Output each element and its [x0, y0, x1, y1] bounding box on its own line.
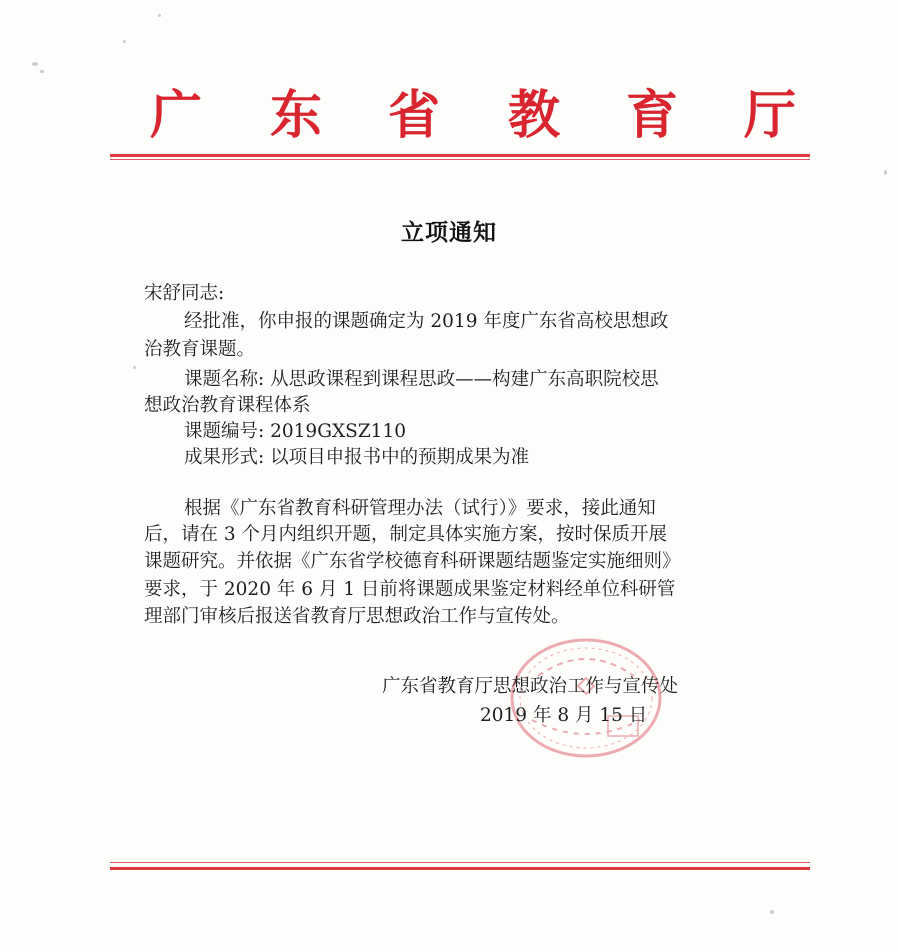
paragraph-line: 经批准，你申报的课题确定为 2019 年度广东省高校思想政 [184, 311, 669, 332]
letterhead-rule-thin [110, 159, 810, 160]
footer-rule-thick [110, 867, 810, 870]
letterhead [110, 84, 810, 154]
letterhead-char: 省 [388, 85, 441, 146]
letterhead-rule-thick [110, 154, 810, 157]
paragraph-line: 后，请在 3 个月内组织开题，制定具体实施方案，按时保质开展 [144, 524, 668, 545]
paragraph-line: 理部门审核后报送省教育厅思想政治工作与宣传处。 [144, 606, 570, 627]
scan-speck [123, 40, 126, 43]
project-outcome: 成果形式: 以项目申报书中的预期成果为准 [184, 447, 530, 468]
paragraph-line: 治教育课题。 [144, 339, 256, 360]
project-name-cont: 想政治教育课程体系 [144, 395, 311, 416]
letterhead-char: 教 [508, 85, 561, 146]
scan-speck [770, 910, 774, 914]
letterhead-char: 东 [270, 85, 323, 146]
document-title: 立项通知 [401, 219, 497, 246]
scan-speck [32, 62, 38, 66]
paragraph-line: 根据《广东省教育科研管理办法（试行）》要求，接此通知 [184, 498, 656, 519]
issue-date: 2019 年 8 月 15 日 [480, 705, 648, 726]
scan-speck [133, 366, 136, 369]
scan-speck [158, 14, 161, 17]
project-name: 课题名称: 从思政课程到课程思政——构建广东高职院校思 [184, 369, 659, 390]
footer-rule-thin [110, 862, 810, 863]
scan-speck [40, 70, 44, 73]
scan-speck [884, 170, 887, 175]
letterhead-char: 厅 [744, 85, 797, 146]
project-number: 课题编号: 2019GXSZ110 [184, 421, 406, 442]
letterhead-char: 广 [150, 85, 203, 146]
salutation: 宋舒同志: [144, 283, 225, 304]
issuing-office: 广东省教育厅思想政治工作与宣传处 [382, 676, 679, 697]
paragraph-line: 要求，于 2020 年 6 月 1 日前将课题成果鉴定材料经单位科研管 [144, 579, 676, 600]
letterhead-char: 育 [626, 85, 679, 146]
paragraph-line: 课题研究。并依据《广东省学校德育科研课题结题鉴定实施细则》 [144, 551, 681, 572]
